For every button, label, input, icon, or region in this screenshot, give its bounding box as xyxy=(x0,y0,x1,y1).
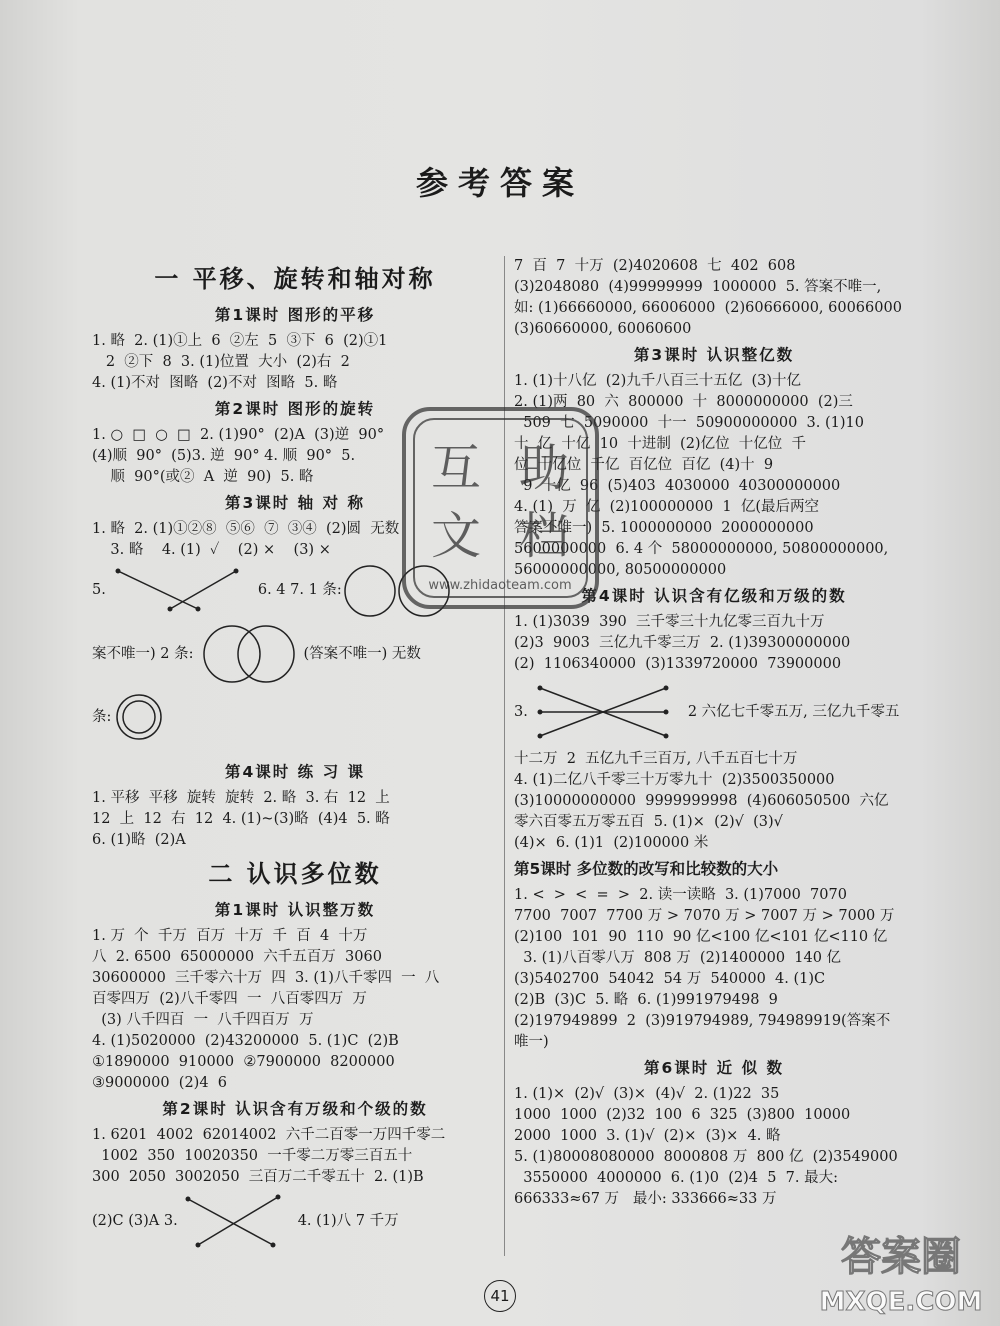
cross-lines-figure xyxy=(178,1189,298,1253)
overlapping-circles-figure xyxy=(194,621,304,687)
answer-line: 2 六亿七千零五万, 三亿九千零五 xyxy=(687,703,900,720)
answer-line: 如: (1)66660000, 66006000 (2)60666000, 60066000 xyxy=(514,300,902,316)
answer-line: 2000 1000 3. (1)√ (2)× (3)× 4. 略 xyxy=(514,1128,781,1144)
page-number: 41 xyxy=(484,1280,516,1312)
answer-line: 3550000 4000000 6. (1)0 (2)4 5 7. 最大: xyxy=(514,1170,838,1186)
column-divider xyxy=(504,256,505,1256)
answer-line: 1. < > < = > 2. 读一读略 3. (1)7000 7070 xyxy=(514,887,847,903)
answer-line: 1000 1000 (2)32 100 6 325 (3)800 10000 xyxy=(514,1107,851,1123)
answer-line: 3. 略 4. (1) ✓ (2) × (3) × xyxy=(92,542,331,558)
answer-line: 3. (1)八百零八万 808 万 (2)1400000 140 亿 xyxy=(514,950,842,966)
answer-line: 1. 略 2. (1)①②⑧ ⑤⑥ ⑦ ③④ (2)圆 无数 xyxy=(92,521,400,537)
answer-line: 1002 350 10020350 一千零二万零三百五十 xyxy=(92,1148,413,1164)
cross-lines-figure xyxy=(106,561,246,619)
answer-line: 509 七 5090000 十一 50900000000 3. (1)10 xyxy=(514,415,864,431)
answer-line: 百零四万 (2)八千零四 一 八百零四万 万 xyxy=(92,991,367,1007)
watermark-logo xyxy=(806,1220,996,1320)
answer-line: 零六百零五万零五百 5. (1)× (2)√ (3)√ xyxy=(514,814,783,830)
answer-line: 位 十亿位 千亿 百亿位 百亿 (4)十 9 xyxy=(514,457,774,473)
figure-row xyxy=(514,675,914,749)
answer-line: (4)× 6. (1)1 (2)100000 米 xyxy=(514,835,709,851)
lesson-title: 第5课时 多位数的改写和比较数的大小 xyxy=(514,860,779,878)
answer-line: 5. xyxy=(92,581,106,598)
answer-line: 4. (1)二亿八千零三十万零九十 (2)3500350000 xyxy=(514,772,835,788)
answer-line: ③9000000 (2)4 6 xyxy=(92,1075,228,1091)
answer-line: 3. xyxy=(514,703,528,720)
right-column xyxy=(514,256,914,1210)
answer-line: (2)C (3)A 3. xyxy=(92,1212,178,1229)
answer-line: 4. (1)5020000 (2)43200000 5. (1)C (2)B xyxy=(92,1033,399,1049)
left-column xyxy=(92,256,498,1254)
answer-line: 5. (1)80008080000 8000808 万 800 亿 (2)3549000 xyxy=(514,1149,898,1165)
stamp-char: 文 xyxy=(431,507,481,565)
answer-line: 1. (1)3039 390 三千零三十九亿零三百九十万 xyxy=(514,614,825,630)
answer-line: 30600000 三千零六十万 四 3. (1)八千零四 一 八 xyxy=(92,970,440,986)
answer-line: (4)顺 90° (5)3. 逆 90° 4. 顺 90° 5. xyxy=(92,448,356,464)
lesson-title: 第2课时 认识含有万级和个级的数 xyxy=(162,1100,428,1118)
answer-line: (2)3 9003 三亿九千零三万 2. (1)39300000000 xyxy=(514,635,851,651)
answer-line: (2)100 101 90 110 90 亿<100 亿<101 亿<110 亿 xyxy=(514,929,888,945)
lesson-title: 第3课时 轴 对 称 xyxy=(225,494,365,512)
answer-line: 顺 90°(或② A 逆 90) 5. 略 xyxy=(92,469,314,485)
answer-line: 12 上 12 右 12 4. (1)~(3)略 (4)4 5. 略 xyxy=(92,811,390,827)
page-title: 参考答案 xyxy=(415,164,584,202)
stamp-ring-text: www.zhidaoteam.com xyxy=(428,578,572,593)
answer-line: 4. (1)不对 图略 (2)不对 图略 5. 略 xyxy=(92,375,338,391)
answer-line: 9 十亿 96 (5)403 4030000 40300000000 xyxy=(514,478,841,494)
watermark-text: 答案圈 xyxy=(841,1234,961,1280)
answer-line: 1. ○ □ ○ □ 2. (1)90° (2)A (3)逆 90° xyxy=(92,427,385,443)
chapter-title: 二 认识多位数 xyxy=(208,860,382,888)
lesson-title: 第1课时 认识整万数 xyxy=(214,901,376,919)
answer-line: 4. (1) 万 亿 (2)100000000 1 亿(最后两空 xyxy=(514,499,820,515)
answer-line: 7700 7007 7700 万 > 7070 万 > 7007 万 > 7000 万 xyxy=(514,908,895,924)
answer-line: 666333≈67 万 最小: 333666≈33 万 xyxy=(514,1191,777,1207)
answer-line: 案不唯一) 2 条: xyxy=(92,645,194,662)
stamp-char: 互 xyxy=(431,439,481,497)
two-circles-figure xyxy=(342,561,452,619)
answer-line: 56000000000, 80500000000 xyxy=(514,562,727,578)
answer-line: 十 亿 十亿 10 十进制 (2)亿位 十亿位 千 xyxy=(514,436,807,452)
stamp-char: 助 xyxy=(519,439,569,497)
watermark-url: MXQE.COM xyxy=(819,1287,983,1317)
answer-line: 7 百 7 十万 (2)4020608 七 402 608 xyxy=(514,258,796,274)
answer-line: (2) 1106340000 (3)1339720000 73900000 xyxy=(514,656,842,672)
figure-row xyxy=(92,1188,498,1254)
figure-row xyxy=(92,561,498,619)
stamp-char: 档 xyxy=(519,507,569,565)
answer-line: 1. 6201 4002 62014002 六千二百零一万四千零二 xyxy=(92,1127,446,1143)
answer-line: 300 2050 3002050 三百万二千零五十 2. (1)B xyxy=(92,1169,424,1185)
answer-line: (3)10000000000 9999999998 (4)606050500 六亿 xyxy=(514,793,889,809)
answer-line: (2)B (3)C 5. 略 6. (1)991979498 9 xyxy=(514,992,778,1008)
answer-line: (答案不唯一) 无数 xyxy=(303,645,421,662)
answer-line: 2. (1)两 80 六 800000 十 8000000000 (2)三 xyxy=(514,394,853,410)
answer-line: 1. 平移 平移 旋转 旋转 2. 略 3. 右 12 上 xyxy=(92,790,390,806)
answer-line: 1. (1)十八亿 (2)九千八百三十五亿 (3)十亿 xyxy=(514,373,801,389)
chapter-title: 一 平移、旋转和轴对称 xyxy=(154,265,436,293)
figure-row xyxy=(92,619,498,689)
answer-line: (3)2048080 (4)99999999 1000000 5. 答案不唯一, xyxy=(514,279,882,295)
answer-line: 1. 万 个 千万 百万 十万 千 百 4 十万 xyxy=(92,928,368,944)
lesson-title: 第2课时 图形的旋转 xyxy=(214,400,376,418)
answer-line: 4. (1)八 7 千万 xyxy=(297,1212,399,1229)
answer-line: (3)60660000, 60060600 xyxy=(514,321,692,337)
answer-line: (2)197949899 2 (3)919794989, 794989919(答案不 xyxy=(514,1013,891,1029)
figure-row xyxy=(92,689,498,745)
answer-line: 6. 4 7. 1 条: xyxy=(257,581,342,598)
answer-line: 1. 略 2. (1)①上 6 ②左 5 ③下 6 (2)①1 xyxy=(92,333,388,349)
answer-line: (3) 八千四百 一 八千四百万 万 xyxy=(92,1012,314,1028)
answer-line: 2 ②下 8 3. (1)位置 大小 (2)右 2 xyxy=(92,354,350,370)
concentric-circles-figure xyxy=(111,691,171,743)
lesson-title: 第3课时 认识整亿数 xyxy=(633,346,795,364)
lesson-title: 第1课时 图形的平移 xyxy=(214,306,376,324)
answer-line: 6. (1)略 (2)A xyxy=(92,832,186,848)
crossing-lines-figure xyxy=(528,676,678,748)
answer-line: 1. (1)× (2)√ (3)× (4)√ 2. (1)22 35 xyxy=(514,1086,780,1102)
lesson-title: 第4课时 认识含有亿级和万级的数 xyxy=(581,587,847,605)
answer-line: 八 2. 6500 65000000 六千五百万 3060 xyxy=(92,949,382,965)
answer-line: 十二万 2 五亿九千三百万, 八千五百七十万 xyxy=(514,751,798,767)
lesson-title: 第6课时 近 似 数 xyxy=(644,1059,784,1077)
answer-line: 答案不唯一) 5. 1000000000 2000000000 xyxy=(514,520,814,536)
answer-line: 条: xyxy=(92,708,112,725)
lesson-title: 第4课时 练 习 课 xyxy=(225,763,365,781)
answer-line: 5600000000 6. 4 个 58000000000, 50800000000, xyxy=(514,541,889,557)
answer-line: (3)5402700 54042 54 万 540000 4. (1)C xyxy=(514,971,826,987)
answer-line: 唯一) xyxy=(514,1034,549,1050)
answer-line: ①1890000 910000 ②7900000 8200000 xyxy=(92,1054,395,1070)
